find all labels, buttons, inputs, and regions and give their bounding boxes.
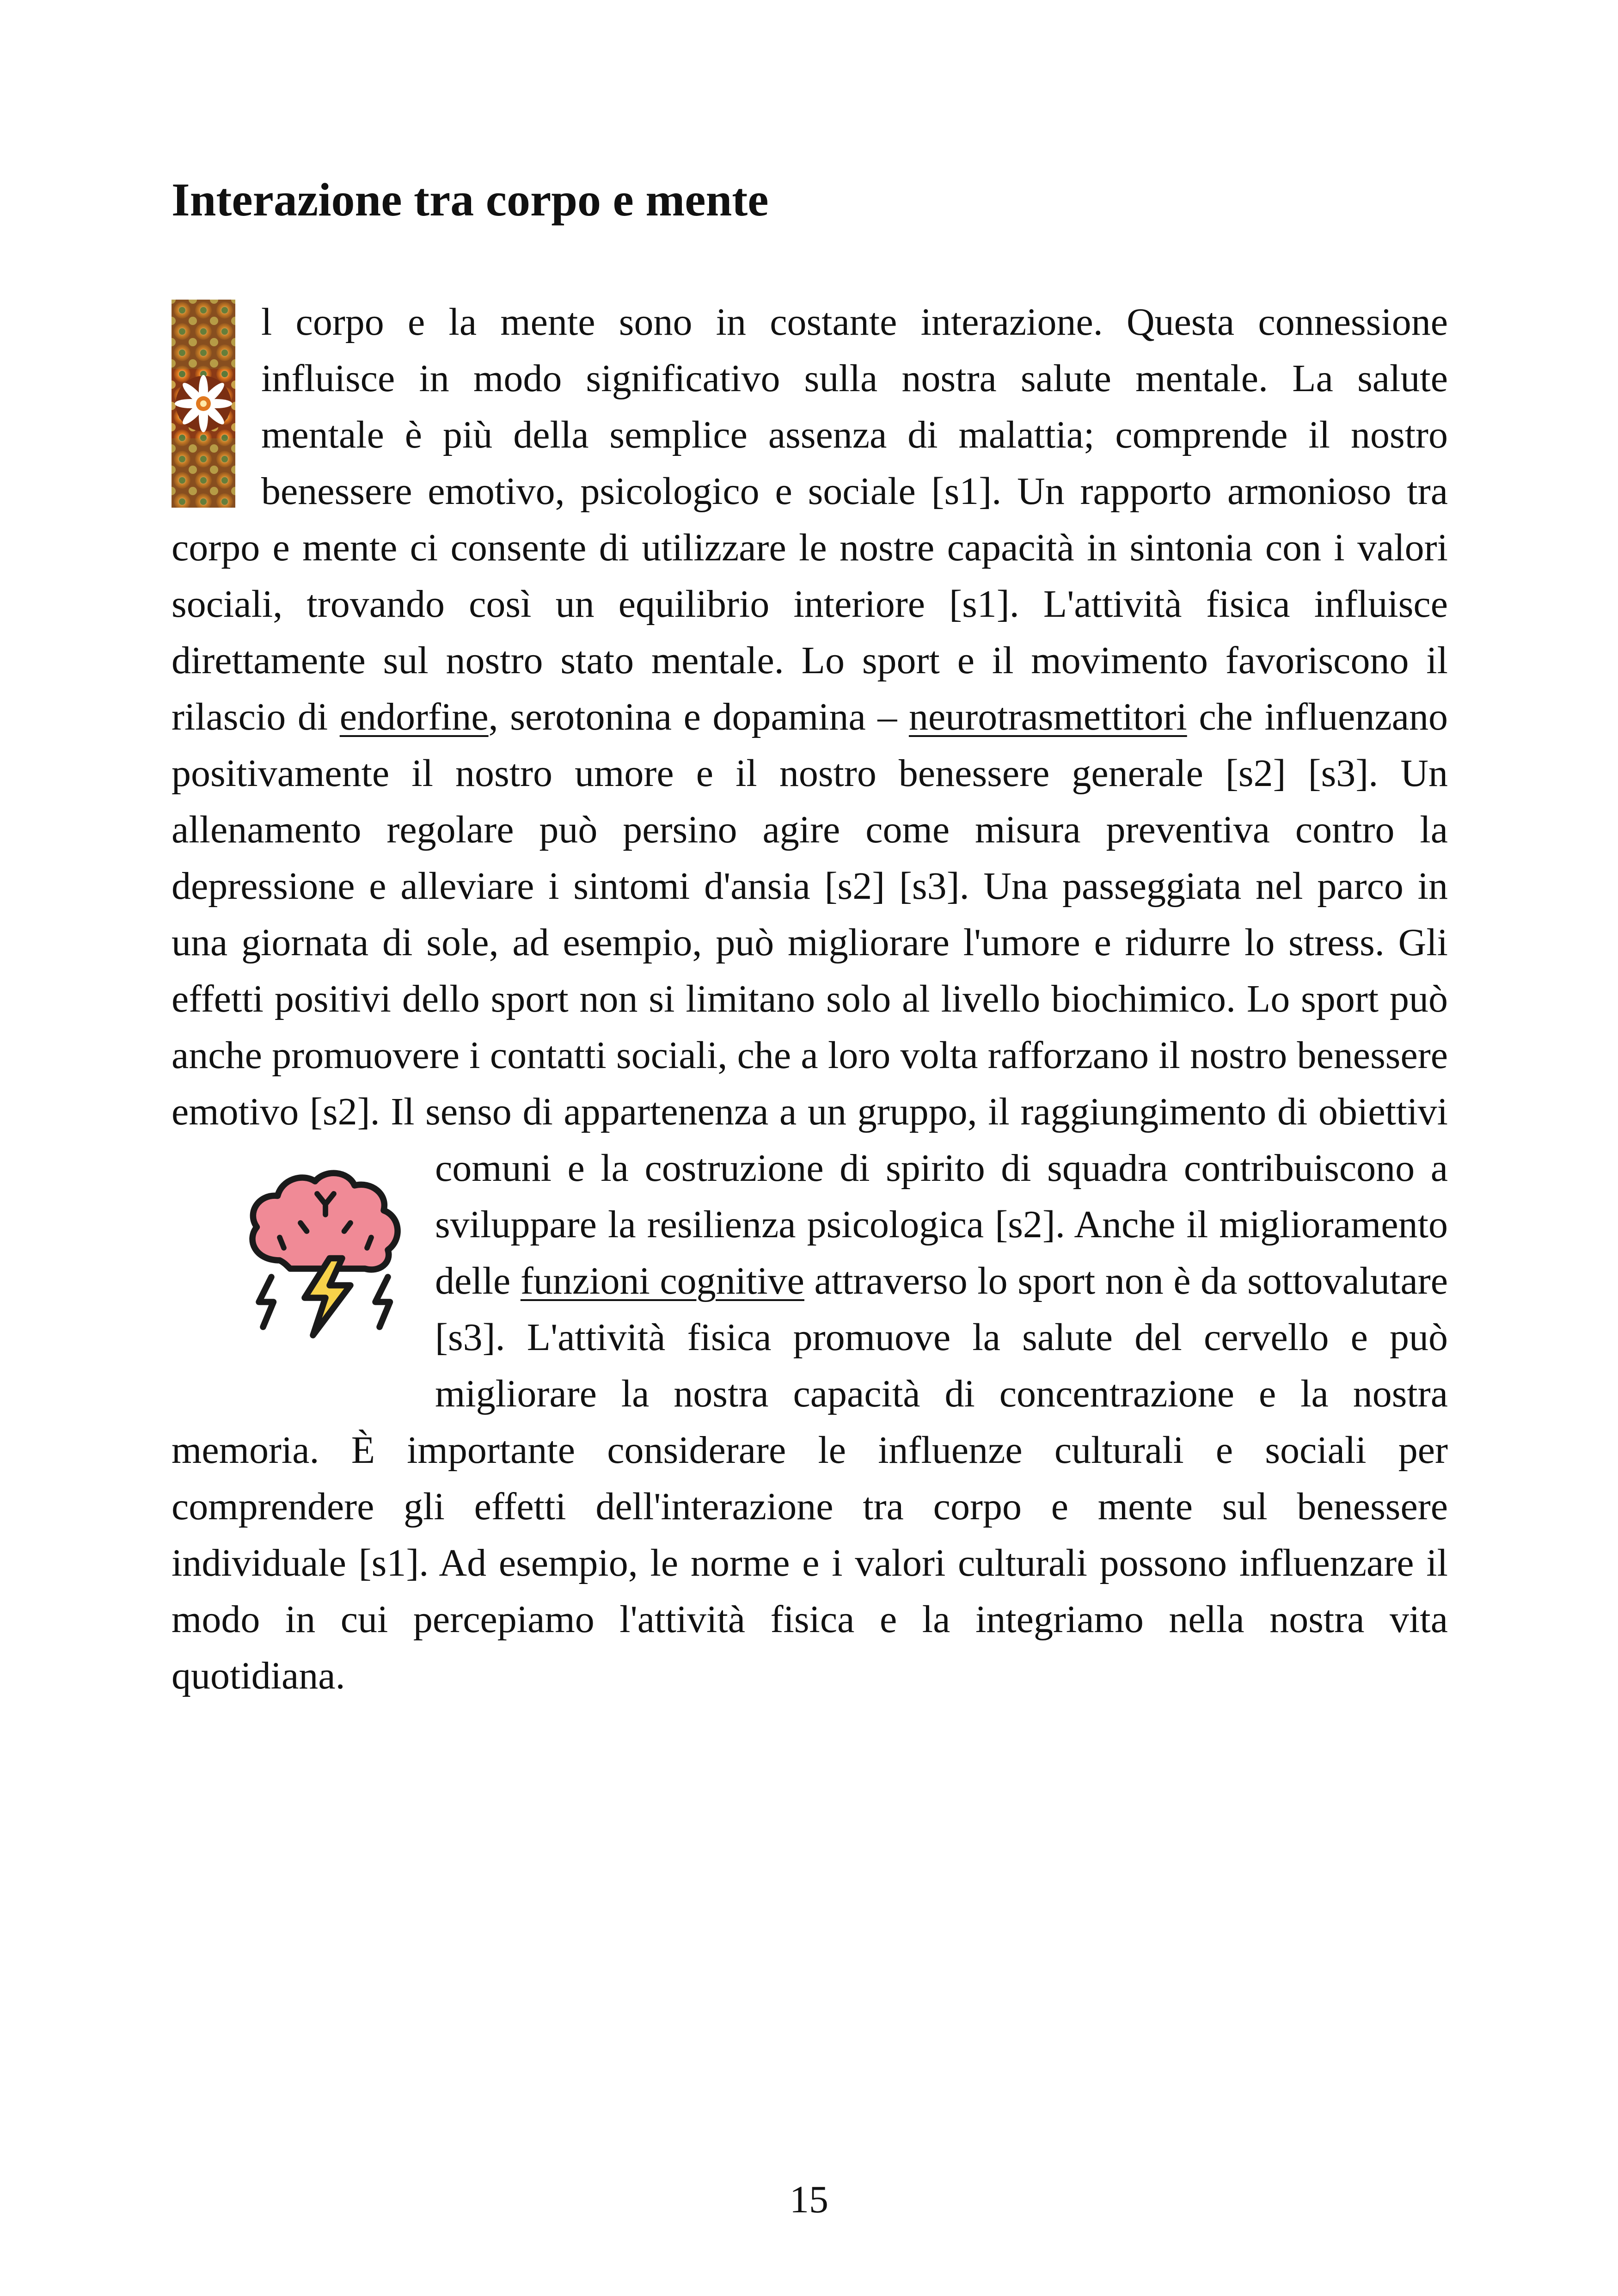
link-endorfine[interactable]: endorfine — [339, 695, 489, 738]
body-paragraph — [172, 294, 1448, 1704]
paragraph-text-part-5: attraverso lo sport non è da sottovalutare [s3]. L'attività fisica promuove la salute del cervello e può migliorare la nostra capacità di concentrazione e la nostra memoria. È importante considerare le influenze culturali e sociali per comprendere gli effetti dell'interazione tra corpo e mente sul benessere individuale [s1]. Ad esempio, le norme e i valori culturali possono influenzare il modo in cui percepiamo l'attività fisica e la integriamo nella nostra vita quotidiana. — [172, 1259, 1448, 1697]
paragraph-text-part-4: raggiungimento di obiettivi comuni e la costruzione di spirito di squadra contribuiscono a sviluppare la resilienza psicologica [s2]. Anche il miglioramento delle — [435, 1090, 1448, 1302]
link-neurotrasmettitori[interactable]: neurotrasmettitori — [908, 695, 1187, 738]
page-number: 15 — [790, 2178, 828, 2221]
page-heading: Interazione tra corpo e mente — [172, 174, 769, 226]
brain-storm-icon — [172, 1084, 435, 1396]
paragraph-text-part-1: l corpo e la mente sono in costante interazione. Questa connessione influisce in modo significativo sulla nostra salute mentale. La salute mentale è più della semplice assenza di malattia; comprende il nostro benessere emotivo, psicologico e sociale [s1]. Un rapporto armonioso tra corpo e mente ci consente di utilizzare le nostre capacità in sintonia con i valori sociali, trovando così un equilibrio interiore [s1]. L'attività fisica influisce direttamente sul nostro stato mentale. Lo sport e il movimento favoriscono il rilascio di — [172, 301, 1448, 738]
paragraph-text-part-3: che influenzano positivamente il nostro umore e il nostro benessere generale [s2] [s3]. Un allenamento regolare può persino agire come misura preventiva contro la depressione e alleviare i sintomi d'ansia [s2] [s3]. Una passeggiata nel parco in una giornata di sole, ad esempio, può migliorare l'umore e ridurre lo stress. Gli effetti positivi dello sport non si limitano solo al livello biochimico. Lo sport può anche promuovere i contatti sociali, che a loro volta rafforzano il nostro benessere emotivo [s2]. Il senso di appartenenza a un gruppo, il — [172, 695, 1448, 1133]
paragraph-text-part-2: , serotonina e dopamina – — [488, 695, 909, 738]
link-funzioni-cognitive[interactable]: funzioni cognitive — [520, 1259, 804, 1302]
ornamental-dropcap-icon — [172, 300, 235, 508]
